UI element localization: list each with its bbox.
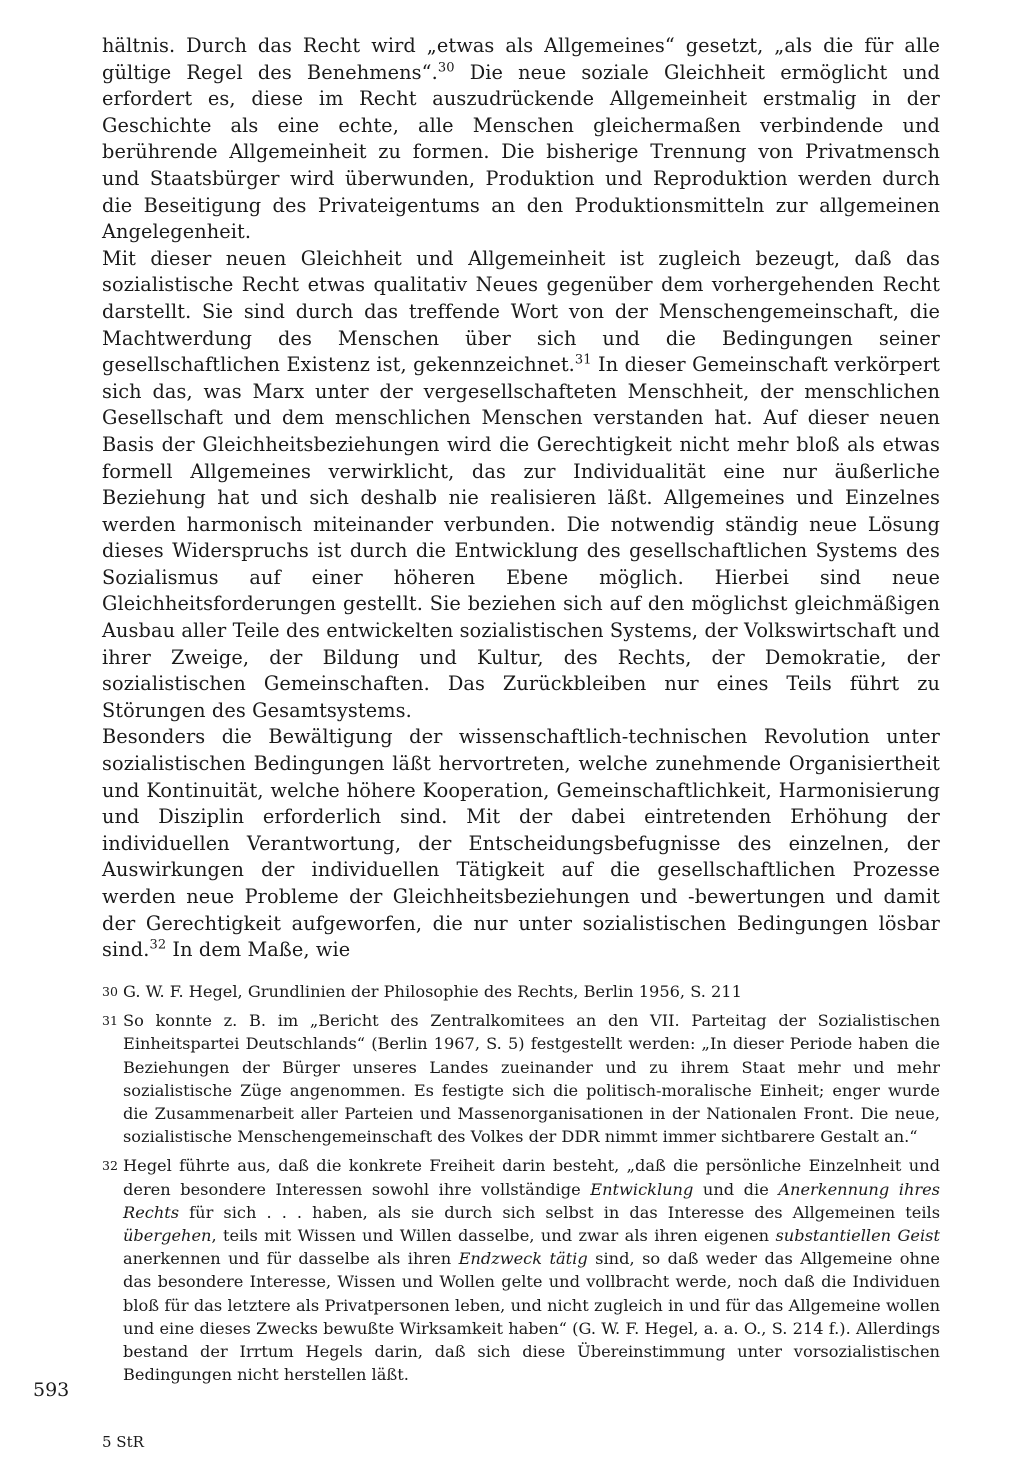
footnote-italic: Endzweck tätig (458, 1249, 588, 1269)
signature-mark: 5 StR (102, 1433, 144, 1451)
footnote-italic: substantiellen Geist (775, 1226, 940, 1246)
text-run: In dieser Gemeinschaft verkörpert sich das, was Marx unter der vergesellschafteten Menschheit, der menschlichen Gesellschaft und dem menschlichen Menschen verstanden hat. Auf dieser neuen Basis der Gleichheitsbeziehungen wird die Gerechtigkeit nicht mehr bloß als etwas formell Allgemeines verwirklicht, das zur Individualität eine nur äußerliche Beziehung hat und sich deshalb nie realisieren läßt. Allgemeines und Einzelnes werden harmonisch miteinander verbunden. Die notwendig ständig neue Lösung dieses Widerspruchs ist durch die Entwicklung des gesellschaftlichen Systems des Sozialismus auf einer höheren Ebene möglich. Hierbei sind neue Gleichheitsforderungen gestellt. Sie beziehen sich auf den möglichst gleichmäßigen Ausbau aller Teile des entwickelten sozialistischen Systems, der Volkswirtschaft und ihrer Zweige, der Bildung und Kultur, des Rechts, der Demokratie, der sozialistischen Gemeinschaften. Das Zurückbleiben nur eines Teils führt zu Störungen des Gesamtsystems. (102, 353, 940, 722)
main-text (102, 33, 940, 964)
footnote-text: sind, so daß weder das Allgemeine ohne das besondere Interesse, Wissen und Wollen gelte und vollbracht werde, noch daß die Individuen bloß für das letztere als Privatpersonen leben, und nicht zugleich in und für das Allgemeine wollen und eine dieses Zwecks bewußte Wirksamkeit haben“ (G. W. F. Hegel, a. a. O., S. 214 f.). Allerdings bestand der Irrtum Hegels darin, daß sich diese Übereinstimmung unter vorsozialistischen Bedingungen nicht herstellen läßt. (123, 1249, 940, 1385)
footnote-italic: übergehen (123, 1226, 212, 1246)
footnotes (102, 980, 940, 1392)
footnote-text: , teils mit Wissen und Willen dasselbe, und zwar als ihren eigenen (211, 1226, 776, 1246)
paragraph-2 (102, 246, 940, 725)
footnote-text: anerkennen und für dasselbe als ihren (123, 1249, 459, 1269)
footnote-text: für sich . . . haben, als sie durch sich selbst in das Interesse des Allgemeinen teils (179, 1202, 940, 1222)
paragraph-3 (102, 724, 940, 963)
text-run: Mit dieser neuen Gleichheit und Allgemeinheit ist zugleich bezeugt, daß das sozialistische Recht etwas qualitativ Neues gegenüber dem vorhergehenden Recht darstellt. Sie sind durch das treffende Wort von der Menschengemeinschaft, die Machtwerdung des Menschen über sich und die Bedingungen seiner gesellschaftlichen Existenz ist, gekennzeichnet. (102, 246, 940, 377)
footnote-31 (102, 1009, 940, 1148)
footnote-text: und die (693, 1179, 779, 1199)
footnote-30 (102, 980, 940, 1003)
footnote-number: 30 (102, 984, 118, 999)
footnote-text: G. W. F. Hegel, Grundlinien der Philosophie des Rechts, Berlin 1956, S. 211 (123, 982, 742, 1001)
footnote-number: 32 (102, 1158, 118, 1174)
footnote-32 (102, 1154, 940, 1386)
footnote-text: Hegel führte aus, daß die konkrete Freiheit darin besteht, „daß die persönliche Einzelnheit und deren besondere Interessen sowohl ihre vollständige (123, 1156, 940, 1199)
text-run: Besonders die Bewältigung der wissenschaftlich-technischen Revolution unter sozialistischen Bedingungen läßt hervortreten, welche zunehmende Organisiertheit und Kontinuität, welche höhere Kooperation, Gemeinschaftlichkeit, Harmonisierung und Disziplin erforderlich sind. Mit der dabei eintretenden Erhöhung der individuellen Verantwortung, der Entscheidungsbefugnisse des einzelnen, der Auswirkungen der individuellen Tätigkeit auf die gesellschaftlichen Prozesse werden neue Probleme der Gleichheitsbeziehungen und -bewertungen und damit der Gerechtigkeit aufgeworfen, die nur unter sozialistischen Bedingungen lösbar sind. (102, 725, 940, 962)
footnote-ref: 32 (149, 937, 167, 953)
footnote-italic: Entwicklung (590, 1179, 694, 1199)
page-number: 593 (33, 1379, 70, 1401)
text-run: Die neue soziale Gleichheit ermöglicht und erfordert es, diese im Recht auszudrückende Allgemeinheit erstmalig in der Geschichte als eine echte, alle Menschen gleichermaßen verbindende und berührende Allgemeinheit zu formen. Die bisherige Trennung von Privatmensch und Staatsbürger wird überwunden, Produktion und Reproduktion werden durch die Beseitigung des Privateigentums an den Produktionsmitteln zur allgemeinen Angelegenheit. (102, 60, 940, 244)
paragraph-1 (102, 33, 940, 246)
text-run: hältnis. Durch das Recht wird „etwas als Allgemeines“ gesetzt, „als die für alle gültige Regel des Benehmens“. (102, 34, 940, 84)
footnote-number: 31 (102, 1013, 118, 1029)
footnote-text: So konnte z. B. im „Bericht des Zentralkomitees an den VII. Parteitag der Sozialistischen Einheitspartei Deutschlands“ (Berlin 1967, S. 5) festgestellt werden: „In dieser Periode haben die Beziehungen der Bürger unseres Landes zueinander und zu ihrem Staat mehr und mehr sozialistische Züge angenommen. Es festigte sich die politisch-moralische Einheit; enger wurde die Zusammenarbeit aller Parteien und Massenorganisationen in der Nationalen Front. Die neue, sozialistische Menschengemeinschaft des Volkes der DDR nimmt immer sichtbarere Gestalt an.“ (123, 1011, 940, 1147)
footnote-ref: 31 (574, 352, 592, 368)
text-run: In dem Maße, wie (166, 938, 351, 962)
footnote-italic: Anerkennung ihres Rechts (123, 1179, 940, 1222)
footnote-ref: 30 (437, 60, 455, 76)
